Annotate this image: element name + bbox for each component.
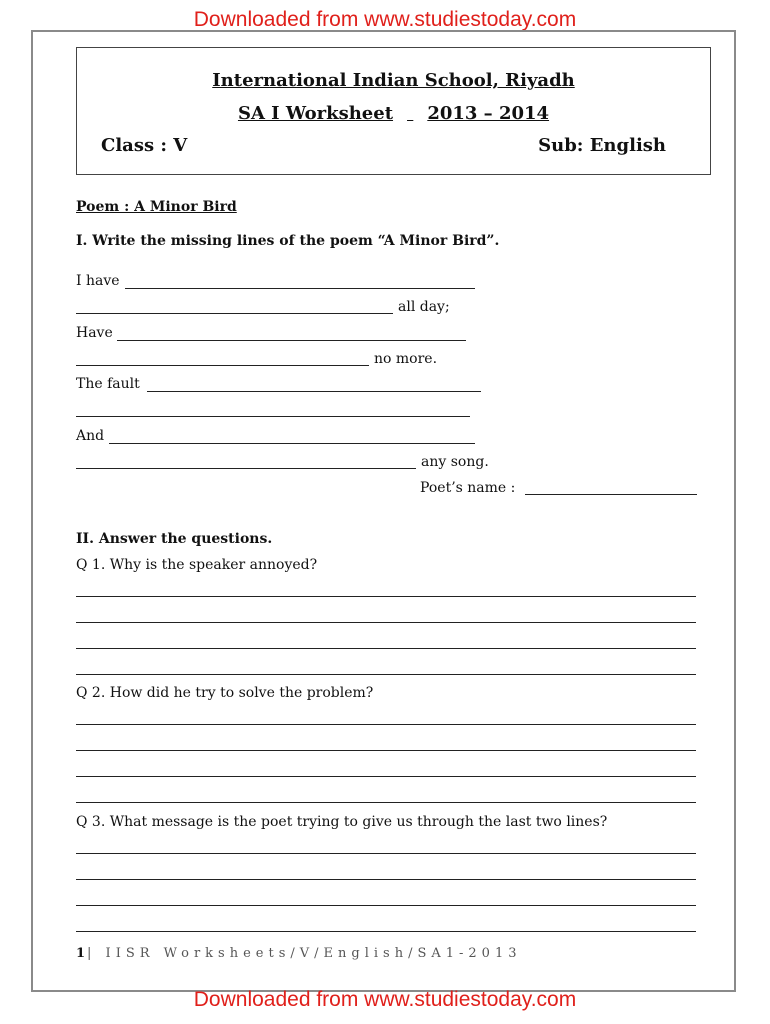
answer-line[interactable] <box>76 596 696 597</box>
answer-line[interactable] <box>76 931 696 932</box>
answer-line[interactable] <box>76 724 696 725</box>
watermark-bottom: Downloaded from www.studiestoday.com <box>193 988 577 1011</box>
school-title: International Indian School, Riyadh <box>212 70 575 91</box>
poet-name-blank[interactable] <box>525 494 697 495</box>
worksheet-year: 2013 – 2014 <box>427 103 550 124</box>
watermark-top: Downloaded from www.studiestoday.com <box>193 8 577 31</box>
answer-line[interactable] <box>76 879 696 880</box>
poem-line-7-label: And <box>76 428 105 444</box>
poem-line-5-label: The fault <box>76 376 140 392</box>
question-1: Q 1. Why is the speaker annoyed? <box>76 557 318 573</box>
class-label: Class : V <box>101 135 188 156</box>
answer-line[interactable] <box>76 674 696 675</box>
poet-name-label: Poet’s name : <box>420 480 516 496</box>
answer-line[interactable] <box>76 776 696 777</box>
answer-blank[interactable] <box>109 443 475 444</box>
answer-blank[interactable] <box>147 391 481 392</box>
poem-line-3-label: Have <box>76 325 113 341</box>
answer-line[interactable] <box>76 622 696 623</box>
answer-blank[interactable] <box>76 313 393 314</box>
answer-line[interactable] <box>76 750 696 751</box>
worksheet-title <box>77 103 710 124</box>
poem-line-2-label: all day; <box>398 299 450 315</box>
footer-text: | IISR Worksheets/V/English/SA1-2013 <box>87 946 522 961</box>
answer-line[interactable] <box>76 648 696 649</box>
poem-line-8-label: any song. <box>421 454 489 470</box>
worksheet-label: SA I Worksheet <box>237 103 394 124</box>
footer <box>76 946 522 961</box>
answer-blank[interactable] <box>125 288 475 289</box>
subject-label: Sub: English <box>538 135 666 156</box>
answer-line[interactable] <box>76 853 696 854</box>
answer-blank[interactable] <box>76 468 416 469</box>
answer-blank[interactable] <box>76 365 369 366</box>
poem-line-4-label: no more. <box>374 351 438 367</box>
poem-line-1-label: I have <box>76 273 120 289</box>
poem-heading: Poem : A Minor Bird <box>76 199 237 215</box>
header-box <box>76 47 711 175</box>
section-2-heading: II. Answer the questions. <box>76 531 273 547</box>
answer-line[interactable] <box>76 802 696 803</box>
question-2: Q 2. How did he try to solve the problem? <box>76 685 374 701</box>
page-number: 1 <box>76 946 88 961</box>
question-3: Q 3. What message is the poet trying to give us through the last two lines? <box>76 814 608 830</box>
answer-blank[interactable] <box>76 416 470 417</box>
answer-blank[interactable] <box>117 340 466 341</box>
answer-line[interactable] <box>76 905 696 906</box>
section-1-instruction: I. Write the missing lines of the poem “A Minor Bird”. <box>76 233 500 249</box>
